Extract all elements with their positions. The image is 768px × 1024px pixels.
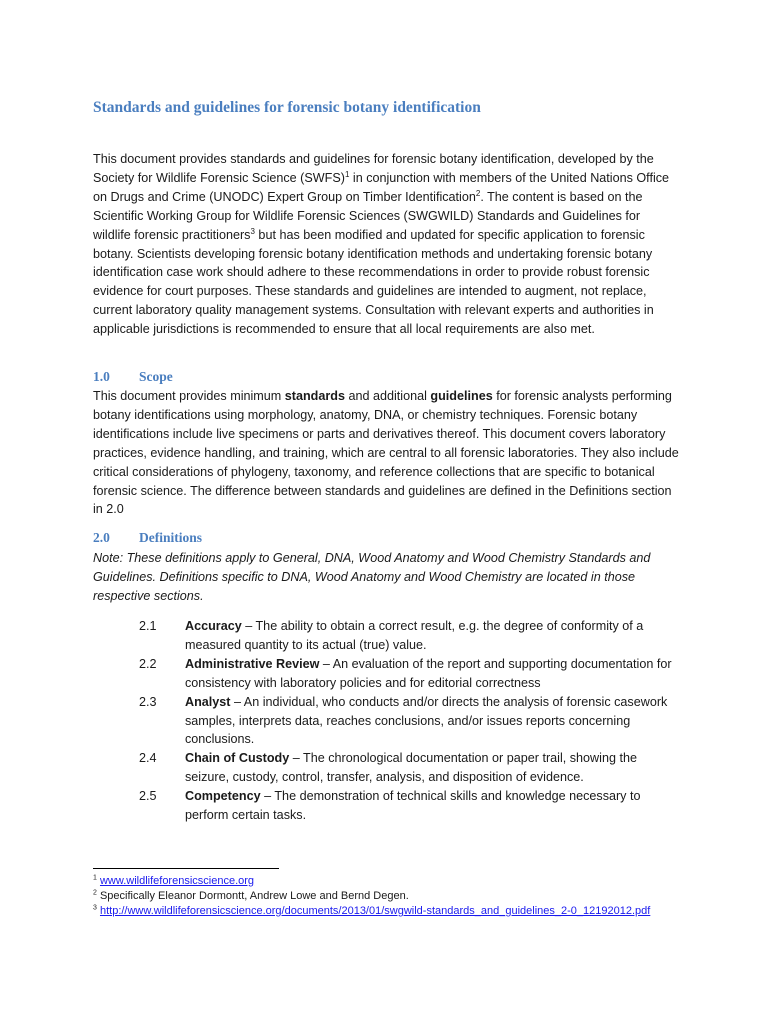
definitions-number: 2.0 (93, 530, 110, 545)
scope-number: 1.0 (93, 369, 110, 384)
definition-term: Competency (185, 789, 261, 804)
definition-text: – The ability to obtain a correct result, e.g. the degree of conformity of a measured quantity to its actual (true) value. (185, 619, 644, 652)
scope-paragraph (93, 387, 679, 519)
intro-paragraph (93, 150, 679, 339)
definition-item (139, 655, 684, 693)
footnote-number: 2 (93, 889, 97, 897)
definitions-list (139, 617, 684, 825)
scope-text-1: This document provides minimum (93, 389, 285, 403)
definition-item (139, 787, 684, 825)
definition-number: 2.1 (139, 619, 157, 633)
definitions-note: Note: These definitions apply to General, DNA, Wood Anatomy and Wood Chemistry Standards and Guidelines. Definitions specific to DNA, Wood Anatomy and Wood Chemistry are located in those respective sections. (93, 551, 651, 603)
scope-text-3: for forensic analysts performing botany identifications using morphology, anatomy, DNA, or chemistry techniques. Forensic botany identifications include live specimens or parts and derivatives thereof. This document covers laboratory practices, evidence handling, and training, which are central to all forensic laboratories. They also include critical considerations of phylogeny, taxonomy, and reference collections that are specific to botanical forensic science. The difference between standards and guidelines are defined in the Definitions section in 2.0 (93, 389, 679, 517)
footnote-ref-1[interactable]: 1 (344, 169, 350, 179)
footnote-number: 3 (93, 904, 97, 912)
definition-term: Chain of Custody (185, 751, 290, 766)
footnote-3 (93, 904, 683, 919)
definition-term: Analyst (185, 694, 231, 709)
footnote-1 (93, 874, 683, 889)
definition-text: – An evaluation of the report and supporting documentation for consistency with laboratory policies and for editorial correctness (185, 656, 672, 690)
footnote-ref-2[interactable]: 2 (475, 188, 481, 198)
definitions-heading (93, 530, 202, 546)
definition-item (139, 693, 684, 750)
scope-bold-guidelines: guidelines (430, 389, 493, 403)
footnote-2 (93, 889, 683, 904)
definition-text: – The chronological documentation or paper trail, showing the seizure, custody, control, transfer, analysis, and disposition of evidence. (185, 751, 637, 785)
intro-text-3: . The content is based on the Scientific Working Group for Wildlife Forensic Sciences (SWGWILD) Standards and Guidelines for wildlife forensic practitioners (93, 189, 643, 242)
definition-text: – An individual, who conducts and/or directs the analysis of forensic casework samples, interprets data, reaches conclusions, and/or issues reports concerning conclusions. (185, 694, 668, 747)
intro-text-4: but has been modified and updated for specific application to forensic botany. Scientists developing forensic botany identification methods and undertaking forensic botany identification case work should adhere to these recommendations in order to provide robust forensic evidence for court purposes. These standards and guidelines are intended to augment, not replace, current laboratory quality management systems. Consultation with relevant experts and authorities in applicable jurisdictions is recommended to ensure that all local requirements are also met. (93, 227, 654, 337)
definition-number: 2.5 (139, 789, 157, 804)
footnotes (93, 874, 683, 919)
footnote-link-1[interactable]: www.wildlifeforensicscience.org (99, 875, 255, 887)
document-title: Standards and guidelines for forensic botany identification (93, 99, 481, 116)
scope-bold-standards: standards (284, 389, 345, 403)
intro-text-2: in conjunction with members of the United Nations Office on Drugs and Crime (UNODC) Expert Group on Timber Identification (93, 170, 670, 204)
definitions-heading-text: Definitions (139, 530, 203, 545)
footnote-link-3[interactable]: http://www.wildlifeforensicscience.org/documents/2013/01/swgwild-standards_and_guidelines_2-0_12192012.pdf (99, 905, 651, 917)
definition-term: Accuracy (185, 619, 242, 633)
scope-heading-text: Scope (139, 369, 173, 384)
definition-term: Administrative Review (185, 656, 320, 671)
scope-text-2: and additional (344, 389, 431, 403)
footnote-text-2: Specifically Eleanor Dormontt, Andrew Lowe and Bernd Degen. (96, 890, 409, 902)
definition-number: 2.3 (139, 694, 157, 709)
definition-item (139, 617, 684, 655)
definition-text: – The demonstration of technical skills and knowledge necessary to perform certain tasks. (185, 789, 641, 823)
footnote-ref-3[interactable]: 3 (250, 226, 255, 236)
definition-number: 2.4 (139, 751, 157, 766)
definition-item (139, 749, 684, 787)
intro-text-1: This document provides standards and guidelines for forensic botany identification, developed by the Society for Wildlife Forensic Science (SWFS) (93, 152, 654, 185)
scope-heading (93, 369, 173, 385)
footnote-number: 1 (93, 874, 97, 882)
definition-number: 2.2 (139, 656, 157, 671)
footnote-divider (93, 868, 279, 869)
